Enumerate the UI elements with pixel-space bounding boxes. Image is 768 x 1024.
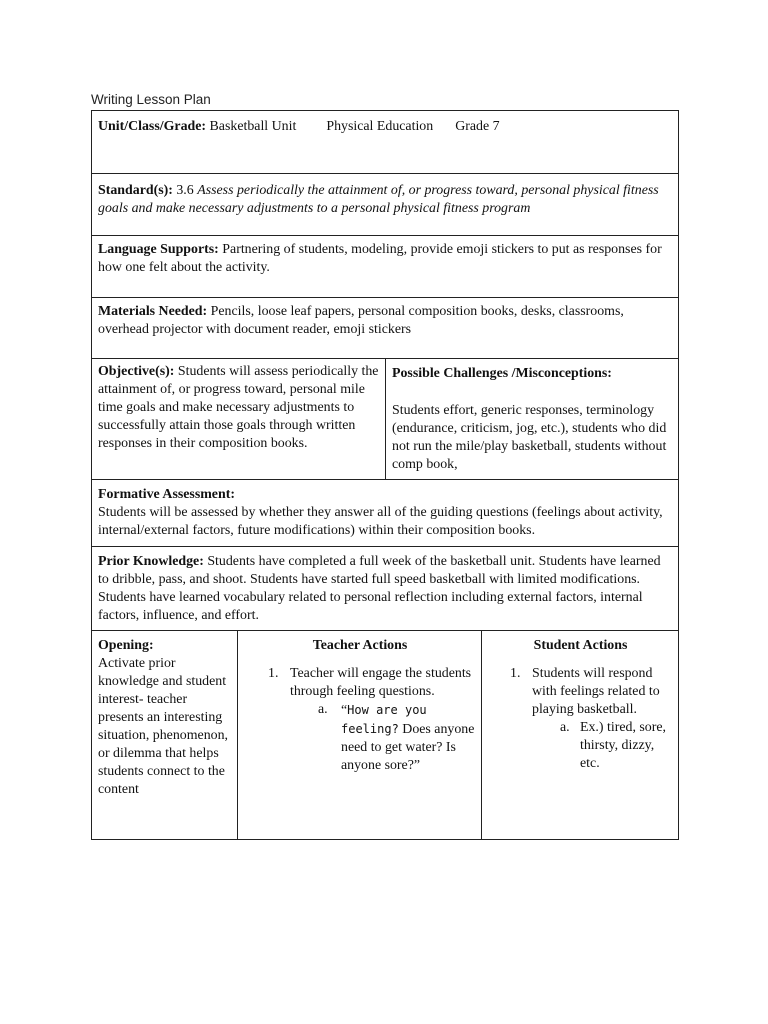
prior-knowledge-label: Prior Knowledge: (98, 554, 204, 569)
standards-label: Standard(s): (98, 183, 173, 198)
formative-assessment-row (92, 480, 678, 547)
teacher-step-text: Teacher will engage the students through feeling questions. (290, 666, 472, 699)
student-step-text: Students will respond with feelings related to playing basketball. (532, 666, 660, 717)
teacher-quote-open: “ (341, 703, 348, 718)
language-supports-row (92, 236, 678, 298)
teacher-substep-letter: a. (318, 702, 328, 717)
language-supports-label: Language Supports: (98, 242, 219, 257)
teacher-quote-question: How are you feeling? (341, 703, 427, 736)
teacher-actions-header: Teacher Actions (312, 638, 408, 653)
student-step-1 (488, 665, 673, 719)
opening-text: Activate prior knowledge and student interest- teacher presents an interesting situation, phenomenon, or dilemma that helps students connect to the content (98, 656, 229, 797)
document-title: Writing Lesson Plan (91, 92, 211, 107)
teacher-substep-a (244, 701, 476, 775)
language-supports-text: Partnering of students, modeling, provide emoji stickers to put as responses for how one felt about the activity. (98, 242, 662, 275)
lesson-plan-table (91, 110, 679, 840)
teacher-step-number: 1. (268, 666, 279, 681)
materials-label: Materials Needed: (98, 304, 208, 319)
student-substep-text: Ex.) tired, sore, thirsty, dizzy, etc. (580, 720, 667, 771)
unit-label: Unit/Class/Grade: (98, 119, 207, 134)
unit-name: Basketball Unit (209, 119, 297, 134)
opening-row (92, 631, 678, 839)
objectives-label: Objective(s): (98, 364, 175, 379)
opening-label: Opening: (98, 638, 154, 653)
formative-text: Students will be assessed by whether they answer all of the guiding questions (feelings about activity, internal/external factors, future modifications) within their composition books. (98, 505, 663, 538)
teacher-quote-rest: Does anyone need to get water? Is anyone sore?” (341, 722, 475, 773)
opening-cell (92, 631, 238, 839)
standards-row (92, 174, 678, 236)
standards-text: Assess periodically the attainment of, or progress toward, personal physical fitness goals and make necessary adjustments to a personal physical fitness program (98, 183, 659, 216)
teacher-step-1 (244, 665, 476, 701)
grade-value: Grade 7 (455, 119, 500, 134)
student-substep-letter: a. (560, 720, 570, 735)
prior-knowledge-row (92, 547, 678, 631)
standards-code: 3.6 (176, 183, 194, 198)
objectives-text: Students will assess periodically the attainment of, or progress toward, personal mile time goals and make necessary adjustments to successfully attain those goals through written responses in their composition books. (98, 364, 379, 451)
student-actions-cell (482, 631, 678, 839)
materials-row (92, 298, 678, 359)
student-step-number: 1. (510, 666, 521, 681)
objectives-challenges-row (92, 359, 678, 480)
teacher-actions-cell (238, 631, 482, 839)
objectives-cell (92, 359, 386, 479)
student-substep-a (488, 719, 673, 773)
unit-class-grade-row (92, 111, 678, 174)
class-name: Physical Education (326, 119, 434, 134)
materials-text: Pencils, loose leaf papers, personal composition books, desks, classrooms, overhead projector with document reader, emoji stickers (98, 304, 624, 337)
challenges-text: Students effort, generic responses, terminology (endurance, criticism, jog, etc.), students who did not run the mile/play basketball, students without comp book, (392, 403, 667, 472)
prior-knowledge-text: Students have completed a full week of the basketball unit. Students have learned to dribble, pass, and shoot. Students have started full speed basketball with limited modifications. Students have learned vocabulary related to personal reflection including external factors, internal factors, influence, and effort. (98, 554, 661, 623)
challenges-cell (386, 359, 678, 479)
formative-label: Formative Assessment: (98, 487, 235, 502)
challenges-label: Possible Challenges /Misconceptions: (392, 366, 612, 381)
student-actions-header: Student Actions (533, 638, 628, 653)
